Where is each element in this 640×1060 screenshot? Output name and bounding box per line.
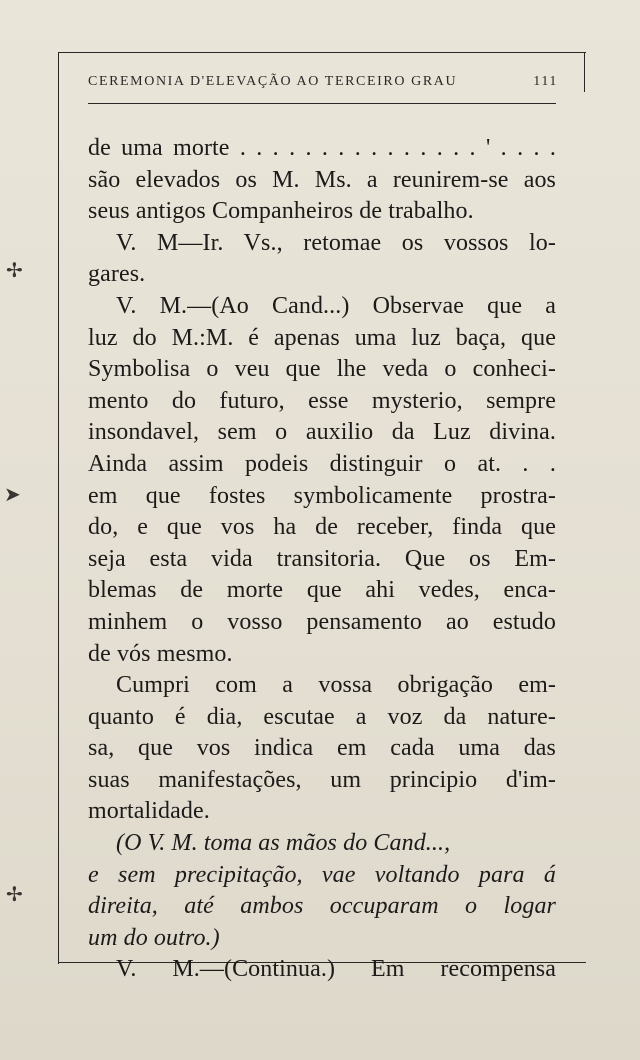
margin-mark-icon: ✢	[6, 884, 23, 906]
text-line: e sem precipitação, vae voltando para á	[88, 861, 556, 888]
frame-top-rule	[58, 52, 586, 53]
text-line: quanto é dia, escutae a voz da nature-	[88, 703, 556, 730]
text-line: Symbolisa o veu que lhe veda o conheci-	[88, 356, 556, 383]
text-line: seus antigos Companheiros de trabalho.	[88, 198, 474, 225]
text-line: seja esta vida transitoria. Que os Em-	[88, 545, 556, 572]
text-line: um do outro.)	[88, 924, 220, 951]
body-text	[88, 133, 556, 986]
margin-mark-icon: ➤	[4, 484, 21, 506]
text-line: minhem o vosso pensamento ao estudo	[88, 608, 556, 635]
text-line: V. M.—(Ao Cand...) Observae que a	[116, 292, 556, 319]
text-line: Ainda assim podeis distinguir o at. . .	[88, 450, 556, 477]
text-line: luz do M.:M. é apenas uma luz baça, que	[88, 324, 556, 351]
text-line: do, e que vos ha de receber, finda que	[88, 514, 556, 541]
frame-right-rule	[584, 52, 585, 92]
running-header	[88, 74, 558, 90]
text-line: sa, que vos indica em cada uma das	[88, 735, 556, 762]
text-line: blemas de morte que ahi vedes, enca-	[88, 577, 556, 604]
text-line: mento do futuro, esse mysterio, sempre	[88, 387, 556, 414]
header-rule	[88, 103, 556, 104]
text-line: em que fostes symbolicamente prostra-	[88, 482, 556, 509]
text-line: direita, até ambos occuparam o logar	[88, 893, 556, 920]
text-line: são elevados os M. Ms. a reunirem-se aos	[88, 166, 556, 193]
text-line: de uma morte . . . . . . . . . . . . . . . ' . . . .	[88, 135, 556, 161]
text-line: V. M.—(Continua.) Em recompensa	[116, 956, 556, 983]
text-line: suas manifestações, um principio d'im-	[88, 766, 556, 793]
frame-left-rule	[58, 52, 59, 964]
text-line: V. M—Ir. Vs., retomae os vossos lo-	[116, 229, 556, 256]
text-line: insondavel, sem o auxilio da Luz divina.	[88, 419, 556, 446]
page-number: 111	[533, 74, 558, 89]
running-title: CEREMONIA D'ELEVAÇÃO AO TERCEIRO GRAU	[88, 74, 458, 89]
text-line: Cumpri com a vossa obrigação em-	[116, 672, 556, 699]
text-line: (O V. M. toma as mãos do Cand...,	[116, 830, 451, 857]
text-line: mortalidade.	[88, 798, 210, 825]
text-line: de vós mesmo.	[88, 640, 233, 667]
margin-mark-icon: ✢	[6, 260, 23, 282]
text-line: gares.	[88, 261, 146, 288]
